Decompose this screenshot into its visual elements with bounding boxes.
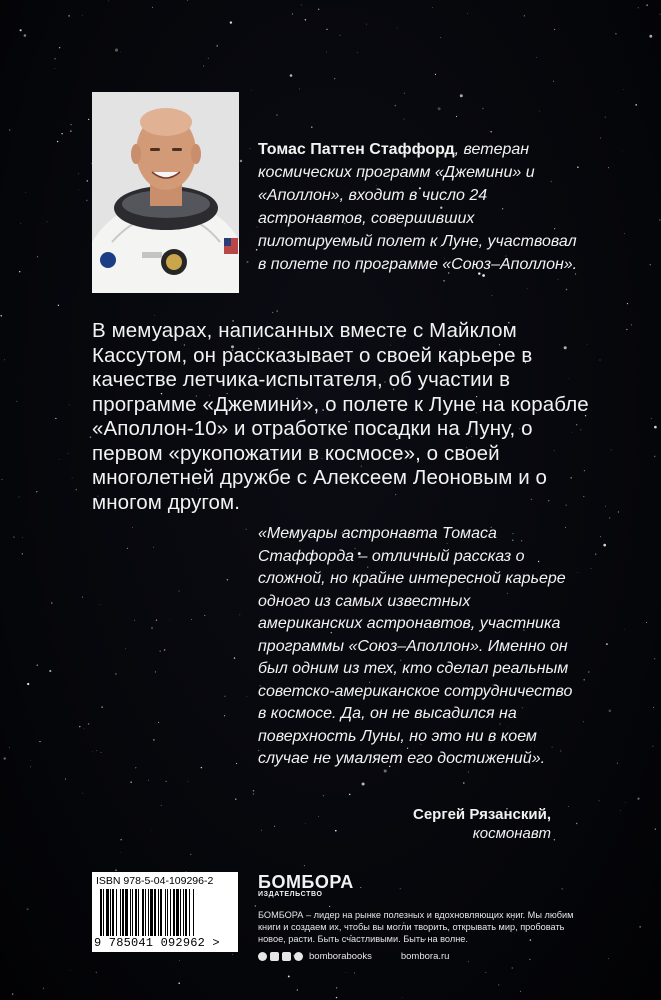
barcode [92,872,238,952]
star [12,993,13,994]
star [600,536,601,537]
star [336,987,337,988]
star [558,279,559,280]
star [463,782,465,784]
star [92,751,93,752]
star [599,800,600,801]
star [224,696,225,697]
book-description: В мемуарах, написанных вместе с Майклом Кассутом, он рассказывает о своей карьере в качестве летчика-испытателя, об участии в программе «Джемини», о полете к Луне на корабле «Аполлон-10» и отработке посадки на Луну, о первом «рукопожатии в космосе», о своей многолетней дружбе с Алексеем Леоновым и о многом другом. [92,319,589,514]
publisher-subtitle: ИЗДАТЕЛЬСТВО [258,891,323,898]
barcode-bar [103,889,104,936]
star [606,643,608,645]
star [360,887,361,888]
star [568,806,569,807]
review-quote: «Мемуары астронавта Томаса Стаффорда – отличный рассказ о сложной, но крайне интересной карьере одного из самых известных американских астронавтов, участника программы «Союз–Аполлон». Именно он был одним из тех, кто сделал реальным советско-американское сотрудничество в космосе. Да, он не высадился на поверхность Луны, но это ни в коем случае не умаляет его достижений». [258,525,573,767]
star [649,35,652,38]
star [203,66,204,67]
star [512,967,513,968]
star [366,24,367,25]
quote-author: Сергей Рязанский, [413,806,551,823]
star [4,359,5,360]
star [246,696,247,697]
star [27,683,29,685]
star [250,148,251,149]
star [20,29,22,31]
publisher-logo: БОМБОРА [258,872,354,892]
star [637,798,639,800]
star [156,620,157,621]
barcode-bar [173,889,175,936]
star [57,141,59,143]
barcode-bar [110,889,111,936]
star [600,138,601,139]
barcode-bar [176,889,179,936]
star [25,192,26,193]
star [323,795,324,796]
star [277,311,278,312]
star [190,854,191,855]
star [22,537,23,538]
star [82,597,83,598]
star [467,13,468,14]
star [304,865,305,866]
star [635,104,637,106]
star [9,747,10,748]
barcode-bar [112,889,114,936]
barcode-bar [165,889,166,936]
star [187,0,188,1]
barcode-bar [193,889,194,936]
social-handle[interactable]: bomborabooks [309,951,372,962]
astronaut-photo [92,92,239,293]
star [164,649,166,651]
odnoklassniki-icon [282,952,291,961]
star [87,180,89,182]
star [336,997,337,998]
star [288,975,290,977]
star [4,757,6,759]
star [169,619,170,620]
star [486,972,487,973]
star [605,506,606,507]
star [9,129,10,130]
star [297,989,298,990]
star [253,790,254,791]
star [609,710,612,713]
star [79,726,80,727]
star [404,93,405,94]
social-network-icon [258,952,267,961]
star [55,418,56,419]
barcode-bar [135,889,137,936]
star [158,722,159,723]
star [591,568,592,569]
star [232,954,233,955]
barcode-bar [138,889,139,936]
star [435,74,436,75]
star [30,766,31,767]
star [625,802,626,803]
star [154,315,155,316]
star [340,35,341,36]
barcode-bar [125,889,128,936]
star [609,517,610,518]
publisher-website[interactable]: bombora.ru [400,951,450,962]
star [21,223,22,224]
star [553,81,554,82]
star [646,4,647,5]
star [152,7,153,8]
star [638,7,639,8]
star [660,14,661,15]
star [311,127,312,128]
star [65,779,66,780]
star [37,256,38,257]
star [24,34,27,37]
author-bio [258,138,588,276]
barcode-bar [167,889,168,936]
star [188,781,189,782]
star [402,997,403,998]
star [576,823,577,824]
star [456,116,457,117]
star [655,828,656,829]
star [652,746,653,747]
star [82,15,83,16]
star [120,852,121,853]
star [227,579,228,580]
star [460,94,463,97]
star [432,7,433,8]
star [631,324,632,325]
star [527,288,528,289]
star [624,629,625,630]
star [595,554,596,555]
star [468,771,469,772]
barcode-bars [100,889,230,936]
publisher-description: БОМБОРА – лидер на рынке полезных и вдохновляющих книг. Мы любим книги и создаем их, чтобы вы могли творить, открывать мир, пробовать новое, расти. Быть счастливыми. Быть на волне. [258,910,574,944]
star [299,89,300,90]
star [622,151,623,152]
star [623,89,624,90]
star [608,958,609,959]
star [626,329,627,330]
barcode-bar [189,889,190,936]
star [246,261,248,263]
star [654,456,655,457]
star [78,173,79,174]
star [115,869,116,870]
star [603,544,606,547]
star [608,167,609,168]
star [292,13,293,14]
star [88,119,89,120]
star [27,908,29,910]
star [120,839,121,840]
star [58,305,59,306]
star [529,959,530,960]
star [403,119,404,120]
star [491,295,492,296]
star [224,715,225,716]
star [70,970,71,971]
star [468,961,469,962]
star [646,622,647,623]
star [54,58,56,60]
barcode-bar [185,889,187,936]
star [650,264,651,265]
star [438,107,441,110]
star [22,553,23,554]
star [19,496,20,497]
star [554,29,555,30]
star [482,108,483,109]
star [639,926,640,927]
star [490,131,491,132]
star [46,221,47,222]
barcode-digits: 9 785041 092962 > [94,936,220,950]
star [153,739,155,741]
star [78,190,79,191]
star [234,657,235,658]
star [70,130,71,131]
star [155,671,156,672]
star [96,750,97,751]
star [554,839,555,840]
star [276,114,277,115]
star [624,233,625,234]
star [617,763,618,764]
barcode-bar [100,889,102,936]
instagram-icon [294,952,303,961]
star [611,449,612,450]
author-name: Томас Паттен Стаффорд [258,141,455,158]
star [201,767,202,768]
star [627,303,628,304]
star [125,648,126,649]
star [36,491,37,492]
barcode-bar [120,889,121,936]
star [561,888,562,889]
star [349,794,351,796]
star [13,536,14,537]
star [395,105,396,106]
star [115,49,118,52]
star [400,888,401,889]
star [208,58,209,59]
star [539,111,540,112]
star [354,973,355,974]
star [108,1,109,2]
star [70,124,71,125]
star [134,620,135,621]
star [618,511,619,512]
star [161,805,162,806]
star [54,68,55,69]
star [246,529,247,530]
star [135,767,136,768]
star [524,15,525,16]
star [101,752,102,753]
barcode-bar [116,889,117,936]
star [216,45,218,47]
star [179,960,180,961]
star [498,984,499,985]
star [191,619,192,620]
star [61,133,62,134]
star [659,219,660,220]
star [101,706,102,707]
star [583,679,585,681]
star [654,658,655,659]
barcode-bar [170,889,171,936]
star [290,74,293,77]
star [132,527,133,528]
star [301,4,302,5]
star [130,781,132,783]
star [100,604,101,605]
star [651,418,652,419]
barcode-bar [142,889,144,936]
barcode-bar [160,889,162,936]
star [115,673,116,674]
author-bio-text: , ветеран космических программ «Джемини» и «Аполлон», входит в число 24 астронавтов, совершивших пилотируемый полет к Луне, участвовал в полете по программе «Союз–Аполлон». [258,141,578,273]
star [120,52,121,53]
star [96,972,97,973]
star [72,478,73,479]
vk-icon [270,952,279,961]
barcode-bar [154,889,156,936]
star [620,810,621,811]
star [151,627,153,629]
barcode-bar [183,889,184,936]
star [362,782,365,785]
star [334,78,335,79]
star [357,52,358,53]
star [397,28,398,29]
star [583,721,584,722]
star [326,29,327,30]
star [49,670,51,672]
star [69,404,70,405]
star [566,289,567,290]
publisher-social [258,951,449,962]
star [345,972,346,973]
star [443,280,445,282]
star [251,90,252,91]
star [240,160,242,162]
barcode-bar [150,889,153,936]
star [440,37,441,38]
star [43,988,44,989]
star [605,117,606,118]
star [127,548,128,549]
isbn-number: ISBN 978-5-04-109296-2 [96,875,214,887]
star [230,21,232,23]
star [31,760,32,761]
quote-author-role: космонавт [472,825,551,842]
barcode-bar [132,889,133,936]
barcode-bar [130,889,131,936]
barcode-bar [122,889,124,936]
star [178,982,180,984]
star [236,763,237,764]
star [148,780,149,781]
star [165,781,166,782]
star [1,479,2,480]
star [329,906,330,907]
star [59,459,60,460]
astronaut-portrait-icon [92,92,239,293]
star [82,793,83,794]
star [318,9,319,10]
barcode-bar [106,889,109,936]
star [68,15,69,16]
star [520,991,521,992]
star [653,707,654,708]
barcode-bar [180,889,181,936]
star [0,315,1,316]
star [84,728,85,729]
star [59,47,60,48]
star [51,602,53,604]
barcode-bar [158,889,159,936]
star [88,723,90,725]
star [654,426,657,429]
star [159,650,161,652]
barcode-bar [145,889,146,936]
star [272,312,273,313]
star [305,823,306,824]
star [86,200,87,201]
star [305,19,307,21]
star [235,799,236,800]
star [204,615,205,616]
star [239,614,240,615]
star [153,547,154,548]
star [600,360,601,361]
star [19,271,20,272]
star [326,51,327,52]
star [615,33,617,35]
star [179,591,180,592]
star [76,489,77,490]
star [588,671,589,672]
star [253,793,255,795]
star [39,741,40,742]
star [536,57,537,58]
star [68,453,69,454]
star [17,401,18,402]
star [152,830,153,831]
barcode-bar [148,889,149,936]
star [255,905,256,906]
star [37,664,38,665]
